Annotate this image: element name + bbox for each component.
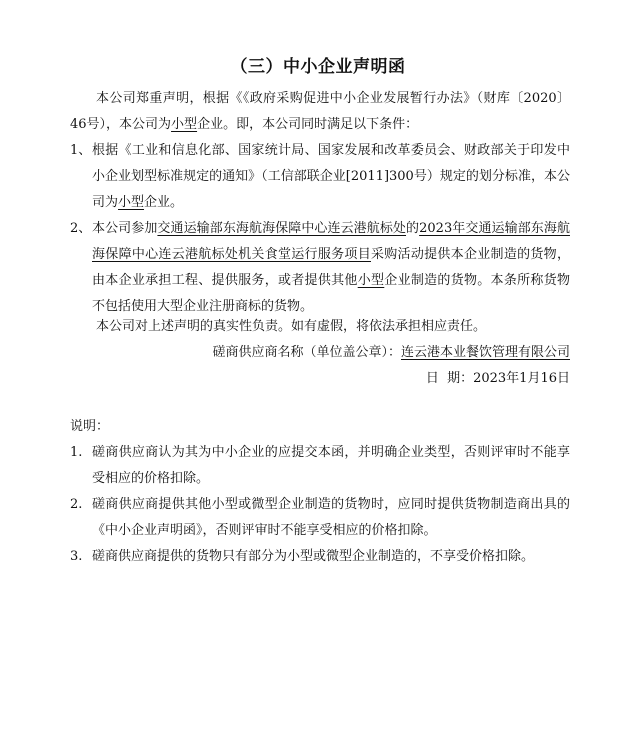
condition-1-text-b: 企业。	[144, 195, 184, 210]
note-text: 磋商供应商认为其为中小企业的应提交本函，并明确企业类型，否则评审时不能享受相应的价格扣除。	[92, 445, 570, 486]
condition-item-2	[70, 216, 570, 320]
condition-number: 1、	[70, 143, 92, 158]
condition-2-text-d: 企业制造的货物。本条所称货物不包括使用大型企业注册商标的货物。	[92, 273, 570, 314]
condition-2-text-b: 的	[406, 221, 420, 236]
condition-2-text-a: 本公司参加	[92, 221, 158, 236]
note-number: 2.	[70, 497, 83, 512]
condition-number: 2、	[70, 221, 92, 236]
condition-2-text-c: 采购活动提供本企业制造的货物，由本企业承担工程、提供服务，或者提供其他	[92, 247, 570, 288]
supplier-label: 磋商供应商名称（单位盖公章）：	[212, 345, 401, 360]
enterprise-size-field: 小型	[171, 117, 198, 132]
condition-text	[92, 216, 570, 320]
intro-text-2: 企业。即，本公司同时满足以下条件：	[197, 117, 419, 132]
condition-text	[92, 138, 570, 216]
condition-1-text-a: 根据《工业和信息化部、国家统计局、国家发展和改革委员会、财政部关于印发中小企业划型标准规定的通知》（工信部联企业[2011]300号）规定的划分标准，本公司为	[92, 143, 570, 210]
condition-item-1	[70, 138, 570, 216]
closing-statement: 本公司对上述声明的真实性负责。如有虚假，将依法承担相应责任。	[96, 319, 487, 334]
note-number: 3.	[70, 549, 83, 564]
enterprise-size-field: 小型	[357, 273, 385, 288]
supplier-name: 连云港本业餐饮管理有限公司	[400, 345, 570, 360]
note-item	[70, 492, 570, 544]
note-text: 磋商供应商提供其他小型或微型企业制造的货物时，应同时提供货物制造商出具的《中小企业声明函》，否则评审时不能享受相应的价格扣除。	[92, 497, 570, 538]
note-number: 1.	[70, 445, 83, 460]
signature-date: 日 期：2023年1月16日	[425, 371, 570, 386]
notes-heading: 说明：	[70, 419, 110, 434]
project-name-field: 2023年交通运输部东海航海保障中心连云港航标处机关食堂运行服务项目	[92, 221, 570, 262]
purchaser-name-field: 交通运输部东海航海保障中心连云港航标处	[157, 221, 407, 236]
intro-text-1: 本公司郑重声明，根据《《政府采购促进中小企业发展暂行办法》（财库〔2020〕46号），本公司为	[70, 91, 570, 132]
note-item	[70, 440, 570, 492]
document-title: （三）中小企业声明函	[230, 57, 406, 77]
note-item	[70, 544, 570, 570]
intro-paragraph	[70, 86, 570, 138]
supplier-line	[212, 340, 570, 366]
enterprise-size-field: 小型	[118, 195, 145, 210]
note-text: 磋商供应商提供的货物只有部分为小型或微型企业制造的，不享受价格扣除。	[92, 549, 535, 564]
